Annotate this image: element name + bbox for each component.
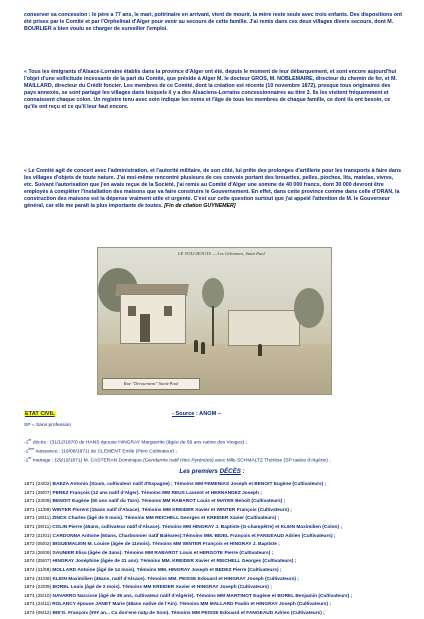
photo-house	[120, 294, 186, 344]
first-marriage-rest: avec Mlle SCHMALTZ Thérèse (SP native d'Algérie) ;	[213, 458, 331, 464]
deces-text: BIGUEMALEIN M. Louise (âgée de 11mois). Témoins MM WINTER François et HINGRAY J. Baptiste ;	[51, 542, 280, 548]
deces-entry	[24, 490, 414, 499]
source-suffix: : ANOM –	[195, 411, 221, 417]
deces-entry	[24, 567, 414, 576]
deces-text: MOLLARD Antoine (âgé de 14 mois). Témoins MM. HINGRAY Joseph et BEDEZ Pierre (Cultivateurs) ;	[50, 567, 282, 573]
first-marriage-ordinal: -1	[24, 458, 29, 464]
deces-text: PEREZ François (12 ans natif d'Alger). Témoins MM REUS Laurent et HERNANDEZ Joseph ;	[51, 490, 262, 496]
historic-postcard-photo	[97, 247, 332, 395]
photo-tree-right	[294, 288, 324, 328]
deces-date: 1872 (21/01)	[24, 533, 52, 539]
deces-date: 1874 (05/12)	[24, 610, 52, 616]
deces-date: 1871 (29/11)	[24, 524, 51, 530]
deces-text: HINGRAY Joséphine (âgée de 21 ans). Témoins MM. KREIDER Xavier et REICHELL Georges (Cultivateurs) ;	[51, 559, 297, 565]
first-death-text: (31/12/1870) de HANS épouse HINGRAY Marguerite (âgée de 59 ans native des Vosges) ;	[48, 440, 247, 446]
deces-entry	[24, 507, 414, 516]
deces-entry	[24, 498, 414, 507]
first-marriage-sup: er	[28, 456, 32, 460]
deces-text: SAUNIER Elisa (âgée de 3ans). Témoins MM RABAROT Louis et HERGOTE Pierre (Cultivateurs) ;	[51, 550, 274, 556]
etat-civil-label: ETAT CIVIL	[25, 411, 55, 417]
postcard-caption-box: Rue "Dressement" Saint-Paul	[102, 378, 200, 390]
deces-date: 1872 (05/02)	[24, 542, 52, 548]
paragraph-2	[24, 69, 402, 110]
deces-date: 1874 (31/08)	[24, 576, 52, 582]
deces-text: COLIN Pierre (45ans, cultivateur natif d'Alsace). Témoins MM HINGRAY J. Baptiste (G-champêtre) et KLEIN Maximilien (Colon) ;	[50, 524, 343, 530]
citation-note: [Fin de citation GUYNEMER]	[164, 202, 236, 209]
photo-tree-trunk	[212, 306, 214, 346]
deces-entry	[24, 550, 414, 559]
deces-text: ROLANCY épouse JANET Marie (48ans native de l'Ain). Témoins MM MALLARD Paulin et HINGRAY Joseph (Cultivateurs) ;	[50, 602, 331, 608]
first-marriage	[24, 455, 331, 465]
deces-heading-word: DÉCÈS	[219, 468, 241, 475]
first-birth-text: (18/08/1871) de CLEMENT Emile (Père Cultivateur) ;	[60, 449, 177, 455]
paragraph-3-text: « Le Comité agit de concert avec l'administration, et l'autorité militaire, de son côté, lui prête des prolonges d'artillerie pour les transports à faire dans les villages d'objets de toute nature. J'ai moi-même rencontré plusieurs de ces convois portant des brouettes, pelles, pioches, lits, matelas, vivres, etc. Suivant l'autorisation que j'en avais reçue de la Société, j'ai remis au Comité d'Alger une somme de 40 000 francs, dont 30 000 devront être employés à compléter l'installation des maisons que va faire construire le Gouvernement. En effet, dans cette province comme dans celle d'ORAN, la construction des maisons est la dépense vraiment utile et urgente. C'est sur cette question surtout que j'ai appelé l'attention de M. le Gouverneur général, car elle me paraît la plus importante de toutes.	[24, 168, 402, 209]
photo-person	[258, 344, 262, 356]
paragraph-3	[24, 168, 402, 209]
deces-text: BOREL Louis (âgé de 2 mois). Témoins MM KREIDER Xavier et HINGRAY Joseph (Cultivateurs) ;	[51, 585, 272, 591]
deces-text: NAVARRO Narcisse (âgé de 35 ans, cultivateur natif d'Algérie). Témoins MM MARTINOT Eugène et BOREL Benjamin (Cultivateurs) ;	[51, 593, 353, 599]
deces-entry	[24, 481, 414, 490]
deces-date: 1871 (16/11)	[24, 516, 51, 522]
deces-heading-suffix: :	[240, 468, 245, 475]
first-death-ordinal: -1	[24, 440, 29, 446]
photo-person	[201, 342, 205, 354]
photo-person	[194, 340, 198, 352]
deces-date: 1871 (24/02)	[24, 482, 52, 487]
deces-heading	[0, 468, 424, 475]
photo-door	[140, 314, 150, 342]
deces-entry	[24, 601, 414, 610]
deces-date: 1874 (11/08)	[24, 567, 51, 573]
first-birth-ordinal: -1	[24, 449, 29, 455]
deces-date: 1874 (22/09)	[24, 585, 52, 591]
deces-text: CARDONNA Antoine (60ans, Charbonnier natif Baléares).Témoins MM. BIDEL François et FANGEAUD Adrien (Cultivateurs) ;	[51, 533, 336, 539]
deces-entry	[24, 576, 414, 585]
photo-house-right	[228, 310, 300, 346]
deces-date: 1874 (24/11)	[24, 602, 51, 608]
first-marriage-note: (Gendarme natif Htes Pyrénées)	[143, 458, 214, 464]
source-prefix: - Source	[172, 411, 195, 417]
postcard-caption-top: LE VOLCHOUTS — Les Gebonnes, Saint Paul	[178, 251, 265, 256]
deces-date: 1873 (26/09)	[24, 550, 52, 556]
first-death-label: décès :	[31, 440, 49, 446]
deces-entry	[24, 524, 414, 533]
deces-entry	[24, 593, 414, 602]
deces-date: 1871 (11/09)	[24, 507, 51, 513]
first-marriage-label: mariage :	[31, 458, 54, 464]
first-birth-label: naissance :	[34, 449, 61, 455]
deces-text: BAEZA Antonio (Soum, cultivateur natif d'Espagne) ; Témoins MM FEMENIAS Joseph et BENOIT Eugène (Cultivateurs) ;	[51, 482, 327, 487]
paragraph-2-text: « Tous les émigrants d'Alsace-Lorraine établis dans la province d'Alger ont été, depuis le moment de leur débarquement, et sont encore aujourd'hui l'objet d'une sollicitude incessante de la part du Comité, que préside à Alger M. le docteur GROS, M. NOBLEMAIRE, directeur du chemin de fer, et M. MAILLARD, directeur du Crédit foncier. Les membres de ce Comité, dont la création est récente (10 novembre 1872), presque tous originaires des pays annexés, se sont partagé les villages dans lesquels il y a des Alsaciens-Lorrains concessionnaires au titre 2. Ils les visitent fréquemment et connaissent chaque colon. Un registre tenu avec soin indique les noms et l'âge de tous les membres de chaque famille, ce dont ils ont besoin, ce qu'ils ont reçu et ce qu'il leur faut encore.	[24, 69, 397, 110]
deces-text: ZINCK Charles (âgé de 5 mois). Témoins MM REICHELL Georges et KREIDER Xavier (Cultivateurs) ;	[50, 516, 280, 522]
deces-heading-prefix: Les premiers	[179, 468, 220, 475]
deces-list	[24, 481, 414, 619]
deces-entry	[24, 558, 414, 567]
deces-entry	[24, 584, 414, 593]
deces-entry	[24, 533, 414, 542]
first-marriage-text: (29/10/1871) M. CASTERAN Dominique	[53, 458, 144, 464]
paragraph-1	[24, 12, 402, 33]
deces-text: WINTER Florent (15ans natif d'Alsace). Témoins MM KREIDER Xavier et WINTER François (Cultivateurs) ;	[50, 507, 292, 513]
photo-tree-middle	[202, 278, 224, 308]
photo-window	[128, 306, 136, 316]
deces-entry	[24, 610, 414, 619]
deces-text: BIE'G. François (¥¥¥ an... Ca dos'ene natµ de Som). Témoins MM PEISSE Edouard et FANGEAUD Adrien (Cultivateurs) ;	[51, 610, 325, 616]
sp-note-text: SP = Sans profession	[24, 423, 72, 428]
first-birth-sup: ière	[28, 447, 35, 451]
deces-entry	[24, 515, 414, 524]
sp-note	[24, 423, 71, 429]
deces-text: BENOIT Eugène (50 ans natif du Tarn). Témoins MM RABAROT Louis et MAYER Benoît (Cultivateurs) ;	[51, 499, 286, 505]
source-line	[172, 411, 221, 417]
deces-text: KLEIN Maximilien (45ans, natif d'Alsace). Témoins MM. PEISSE Edouard et HINGRAY Joseph (Cultivateurs) ;	[51, 576, 299, 582]
first-death-sup: er	[28, 438, 32, 442]
deces-date: 1871 (29/07)	[24, 490, 52, 496]
deces-entry	[24, 541, 414, 550]
deces-date: 1874 (25/07)	[24, 559, 52, 565]
photo-window	[164, 306, 172, 316]
deces-date: 1874 (25/10)	[24, 593, 52, 599]
paragraph-1-text: conserver sa concession : le père a 77 ans, le mari, poitrinaire en arrivant, vient de mourir, la mère reste seule avec trois enfants. Des dispositions ont été prises par le Comité et par l'Orphelinat d'Alger pour venir au secours de cette famille. J'ai remis dans ces deux villages divers secours, dont M. BOURLIER a bien voulu se charger de surveiller l'emploi.	[24, 12, 402, 32]
deces-date: 1871 (23/09)	[24, 499, 52, 505]
